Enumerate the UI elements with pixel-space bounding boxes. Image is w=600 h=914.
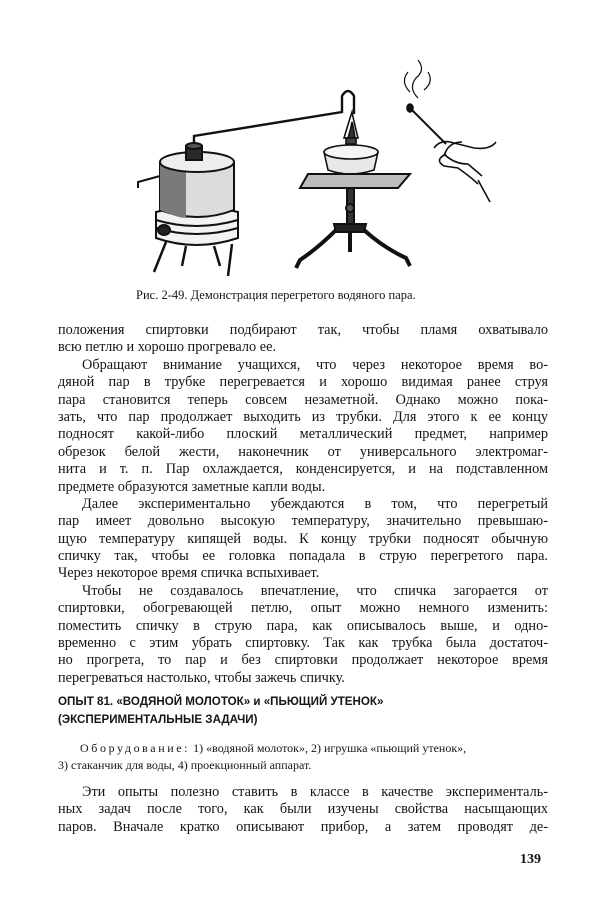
figure-caption: Рис. 2-49. Демонстрация перегретого водяного пара. (136, 288, 416, 302)
text-line: щую температуру кипящей воды. К концу трубки подносят обычную (58, 530, 548, 547)
text-line: Далее экспериментально убеждаются в том, что перегретый (82, 495, 548, 512)
paragraph (58, 496, 548, 583)
text-line: Обращают внимание учащихся, что через некоторое время во- (82, 356, 548, 373)
text-line: предмете образуются заметные капли воды. (58, 478, 326, 495)
text-line: дяной пар в трубке перегревается и хорошо видимая ранее струя (58, 374, 548, 391)
section-intro (58, 784, 548, 836)
text-line: спиртовки, обогревающей петлю, опыт можно немного изменить: (58, 600, 548, 617)
page-number: 139 (520, 852, 541, 867)
hand-with-match-drawing (404, 60, 496, 202)
heading-line: ОПЫТ 81. «ВОДЯНОЙ МОЛОТОК» и «ПЬЮЩИЙ УТЕНОК» (58, 695, 384, 708)
text-line: Чтобы не создавалось впечатление, что спичка загорается от (82, 582, 548, 599)
spirit-lamp-drawing (324, 112, 378, 174)
text-line: поместить спичку в струю пара, как описывалось выше, и одно- (58, 617, 548, 634)
text-line: зать, что пар продолжает выходить из трубки. Для этого к ее концу (58, 408, 548, 425)
section-heading (58, 693, 558, 729)
equipment-label: Оборудование: (80, 741, 191, 755)
text-line: пара становится теперь совсем незаметной. Однако можно пока- (58, 391, 548, 408)
equipment-line (58, 740, 548, 757)
text-line: перегреваться настолько, чтобы зажечь спичку. (58, 669, 345, 686)
boiler-drawing (138, 143, 238, 276)
text-line: спичку так, чтобы ее головка попадала в струю перегретого пара. (58, 548, 548, 565)
text-line: паров. Вначале кратко описывают прибор, а затем проводят де- (58, 818, 548, 835)
text-line: подносят какой-либо плоский металлический предмет, например (58, 426, 548, 443)
paragraph (58, 322, 548, 357)
text-line: временно с этим убрать спиртовку. Так как трубка была достаточ- (58, 635, 548, 652)
text-line: всю петлю и хорошо прогревало ее. (58, 339, 277, 356)
text-line: обрезок белой жести, наконечник от универсального электромаг- (58, 443, 548, 460)
equipment-list (58, 740, 548, 773)
text-line: положения спиртовки подбирают так, чтобы пламя охватывало (58, 322, 548, 338)
steam-tube-drawing (194, 91, 354, 144)
lab-stand-drawing (296, 174, 410, 268)
equipment-line: 3) стаканчик для воды, 4) проекционный аппарат. (58, 757, 312, 772)
text-line: нита и т. п. Пар охлаждается, конденсируется, и на подставленном (58, 461, 548, 478)
text-line: пар имеет довольно высокую температуру, значительно превышаю- (58, 513, 548, 530)
text-line: но прогрета, то пар и без спиртовки продолжает некоторое время (58, 652, 548, 669)
text-line: Эти опыты полезно ставить в классе в качестве эксперименталь- (82, 784, 548, 800)
text-line: ных задач после того, как были изучены свойства насыщающих (58, 801, 548, 818)
heading-line: (ЭКСПЕРИМЕНТАЛЬНЫЕ ЗАДАЧИ) (58, 713, 258, 726)
text-line: Через некоторое время спичка вспыхивает. (58, 565, 320, 582)
paragraph (58, 583, 548, 687)
body-text (58, 322, 548, 687)
steam-apparatus-illustration (128, 52, 500, 284)
paragraph (58, 357, 548, 496)
equipment-items: 1) «водяной молоток», 2) игрушка «пьющий утенок», (193, 741, 467, 755)
